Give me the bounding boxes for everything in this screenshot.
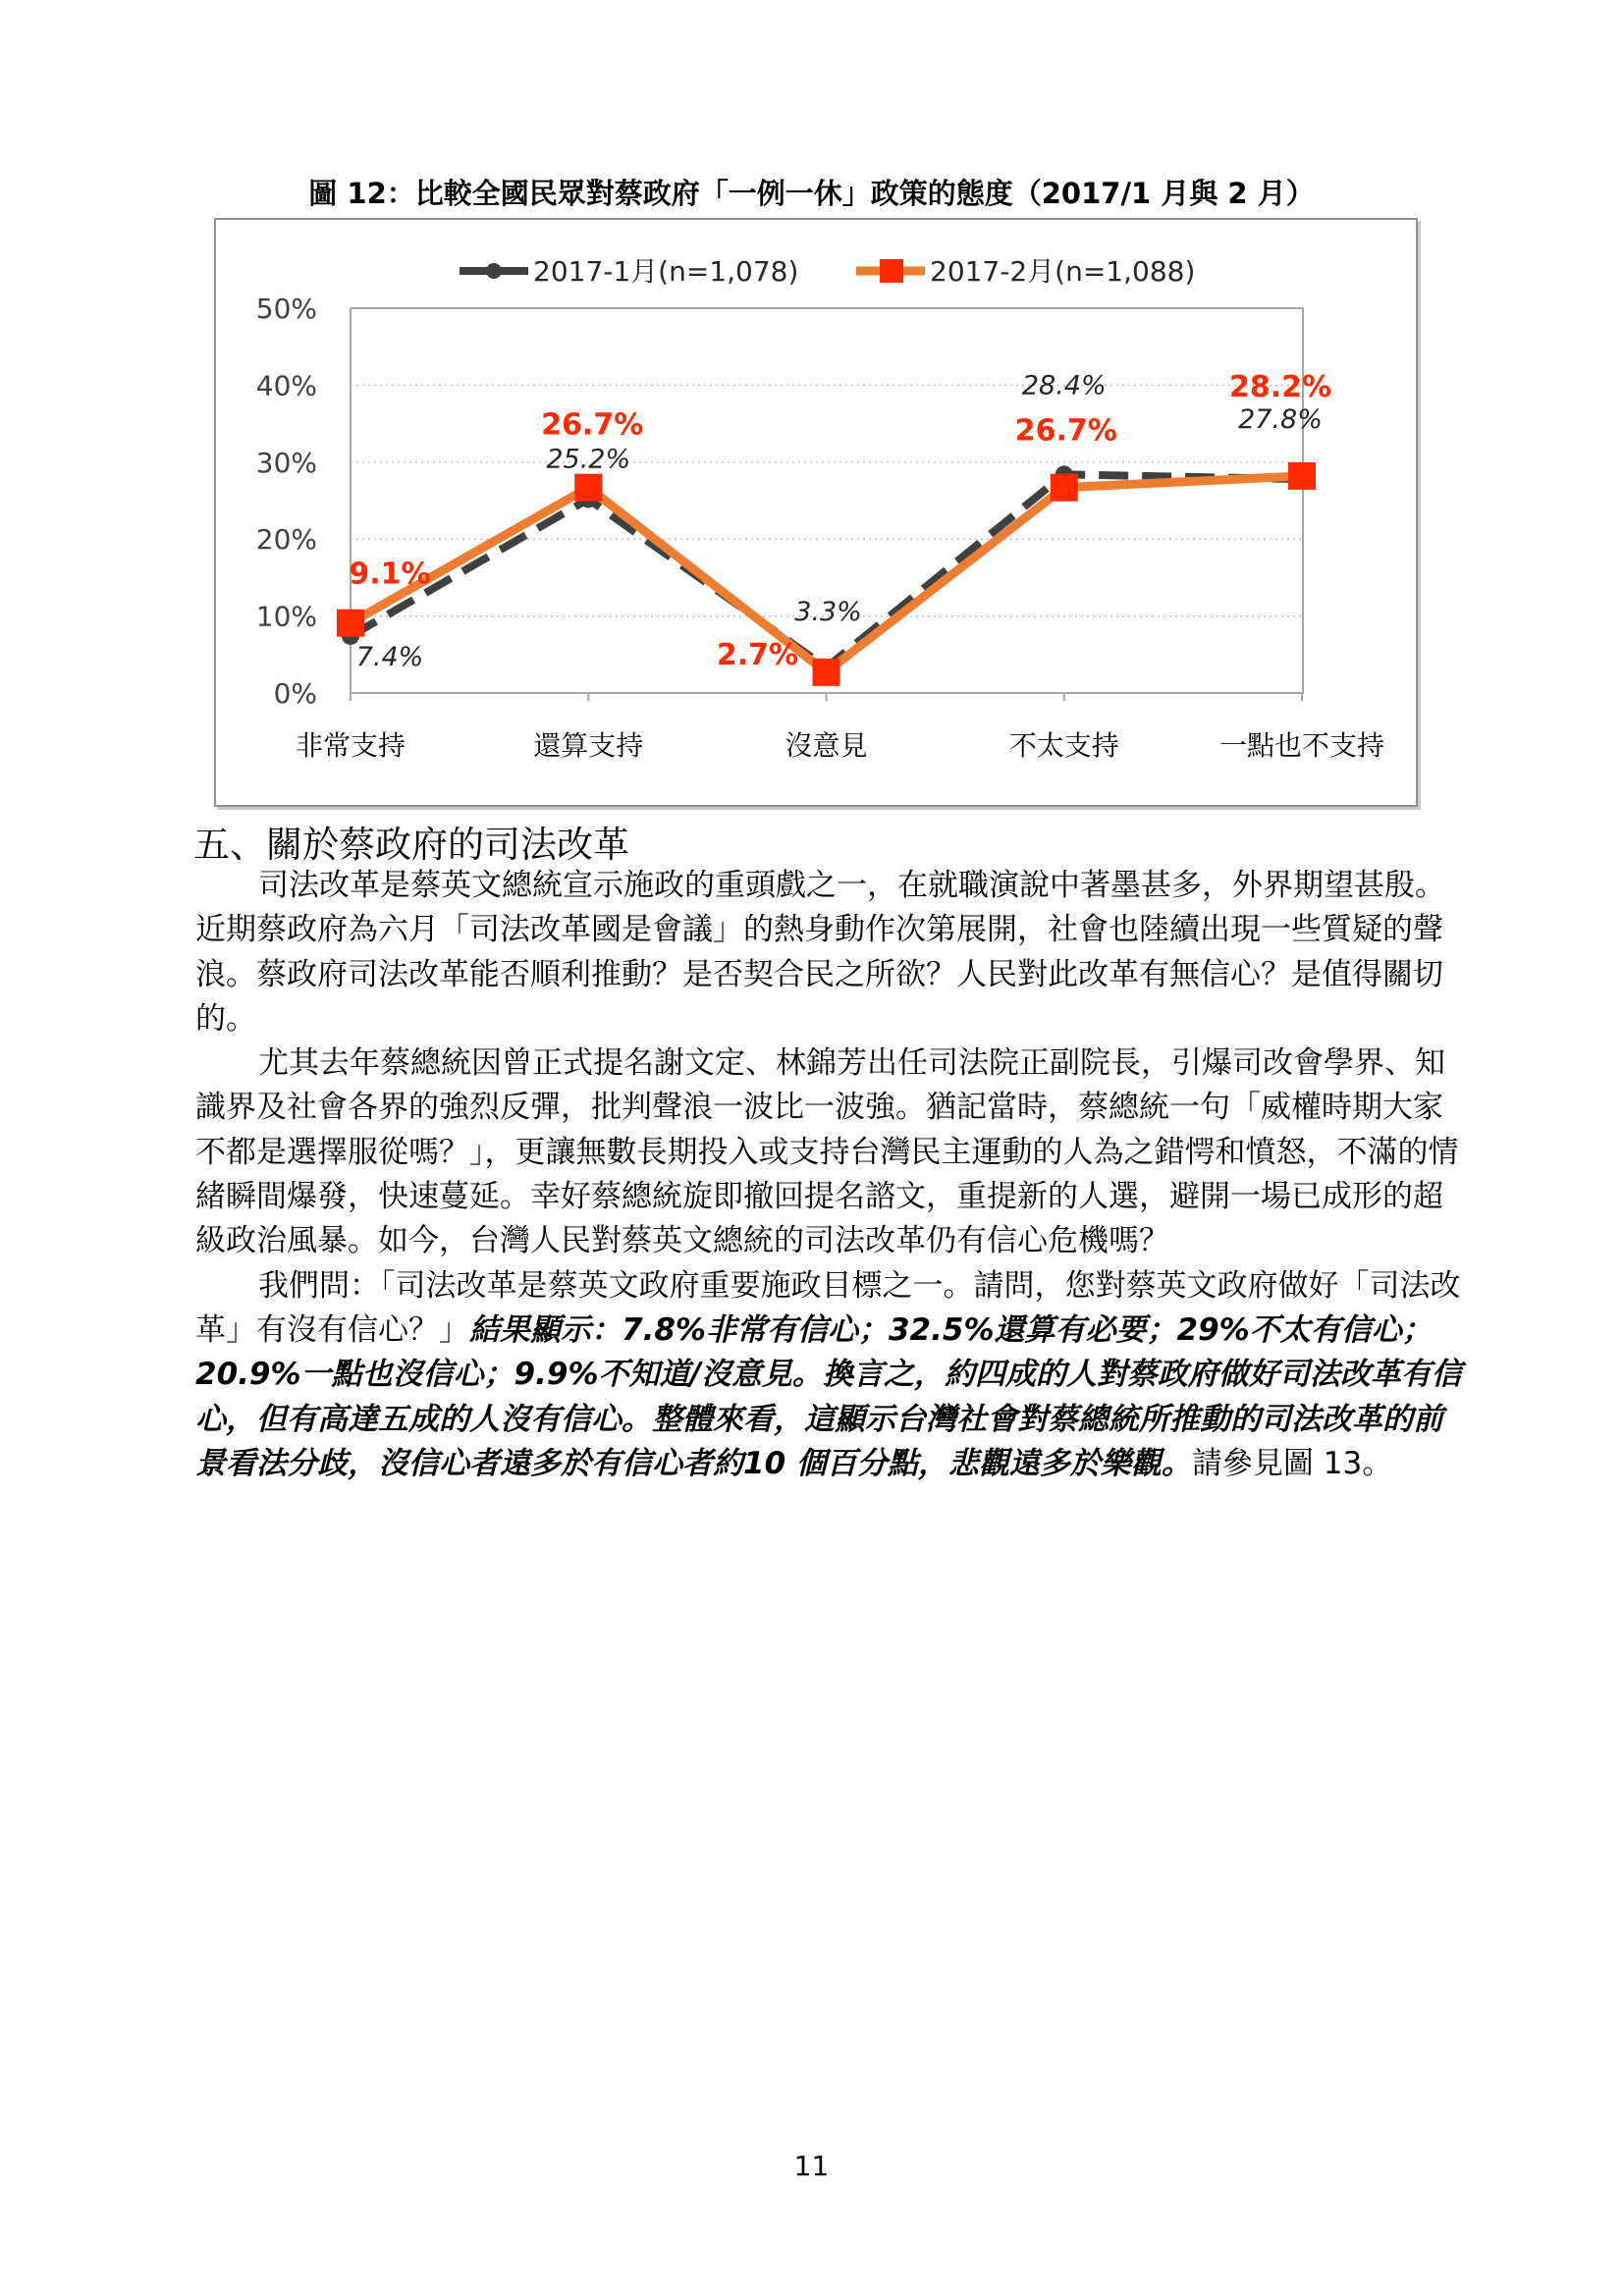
y-tick-label: 20%	[255, 523, 317, 557]
paragraph-3	[195, 1264, 1462, 1486]
series-line-2017-01	[351, 474, 1302, 667]
paragraph-3-reference: 請參見圖 13。	[1191, 1445, 1393, 1481]
data-label-2017-01: 7.4%	[355, 641, 424, 672]
section-heading: 五、關於蔡政府的司法改革	[193, 824, 629, 866]
paragraph-2	[195, 1041, 1462, 1263]
page-number: 11	[793, 2150, 830, 2182]
legend-label-2017-02: 2017-2月(n=1,088)	[930, 255, 1196, 288]
data-label-2017-02: 26.7%	[541, 407, 644, 443]
legend-marker-2017-01	[486, 263, 502, 279]
series-point-2017-02	[574, 474, 602, 502]
paragraph-1-text: 司法改革是蔡英文總統宣示施政的重頭戲之一，在就職演說中著墨甚多，外界期望甚殷。近期蔡政府為六月「司法改革國是會議」的熱身動作次第展開，社會也陸續出現一些質疑的聲浪。蔡政府司法改革能否順利推動？是否契合民之所欲？人民對此改革有無信心？是值得關切的。	[195, 868, 1445, 1037]
data-label-2017-01: 25.2%	[546, 444, 631, 475]
series-point-2017-02	[337, 610, 364, 637]
data-label-2017-02: 26.7%	[1014, 413, 1117, 449]
series-point-2017-02	[1051, 474, 1078, 502]
x-tick-label: 一點也不支持	[1218, 729, 1385, 762]
y-tick-label: 30%	[255, 446, 317, 479]
data-label-2017-02: 9.1%	[349, 557, 431, 592]
paragraph-1	[195, 864, 1462, 1041]
x-tick-label: 沒意見	[784, 729, 868, 762]
data-label-2017-01: 3.3%	[794, 597, 862, 628]
paragraph-2-text: 尤其去年蔡總統因曾正式提名謝文定、林錦芳出任司法院正副院長，引爆司改會學界、知識界及社會各界的強烈反彈，批判聲浪一波比一波強。猶記當時，蔡總統一句「威權時期大家不都是選擇服從嗎？」，更讓無數長期投入或支持台灣民主運動的人為之錯愕和憤怒，不滿的情緒瞬間爆發，快速蔓延。幸好蔡總統旋即撤回提名諮文，重提新的人選，避開一場已成形的超級政治風暴。如今，台灣人民對蔡英文總統的司法改革仍有信心危機嗎？	[195, 1045, 1459, 1259]
paragraph-3-question: 我們問：「司法改革是蔡英文政府重要施政目標之一。請問，您對蔡英文政府做好「司法改革」有沒有信心？」	[195, 1267, 1461, 1348]
y-tick-label: 10%	[255, 600, 317, 633]
series-line-2017-02	[351, 476, 1302, 672]
section-body	[195, 864, 1462, 1486]
data-label-2017-02: 2.7%	[716, 637, 799, 672]
chart-canvas	[216, 220, 1416, 805]
series-point-2017-02	[813, 659, 840, 686]
y-tick-label: 50%	[255, 293, 317, 325]
y-tick-label: 0%	[273, 677, 317, 710]
legend-label-2017-01: 2017-1月(n=1,078)	[533, 255, 799, 288]
series-point-2017-02	[1288, 462, 1316, 490]
y-tick-label: 40%	[255, 369, 317, 402]
x-tick-label: 還算支持	[533, 729, 644, 762]
x-tick-label: 不太支持	[1008, 729, 1119, 762]
data-label-2017-02: 28.2%	[1228, 369, 1332, 404]
figure-title: 圖 12：比較全國民眾對蔡政府「一例一休」政策的態度（2017/1 月與 2 月）	[308, 177, 1315, 210]
data-label-2017-01: 28.4%	[1021, 370, 1107, 401]
plot-area	[351, 308, 1303, 693]
x-tick-label: 非常支持	[295, 729, 406, 762]
paragraph-3-results: 結果顯示：7.8%非常有信心；32.5%還算有必要；29%不太有信心；20.9%一點也沒信心；9.9%不知道/沒意見。換言之，約四成的人對蔡政府做好司法改革有信心，但有高達五成的人沒有信心。整體來看，這顯示台灣社會對蔡總統所推動的司法改革的前景看法分歧，沒信心者遠多於有信心者約10 個百分點，悲觀遠多於樂觀。	[195, 1311, 1462, 1481]
legend-marker-2017-02	[880, 259, 903, 283]
data-label-2017-01: 27.8%	[1238, 404, 1323, 436]
line-chart	[214, 218, 1418, 807]
